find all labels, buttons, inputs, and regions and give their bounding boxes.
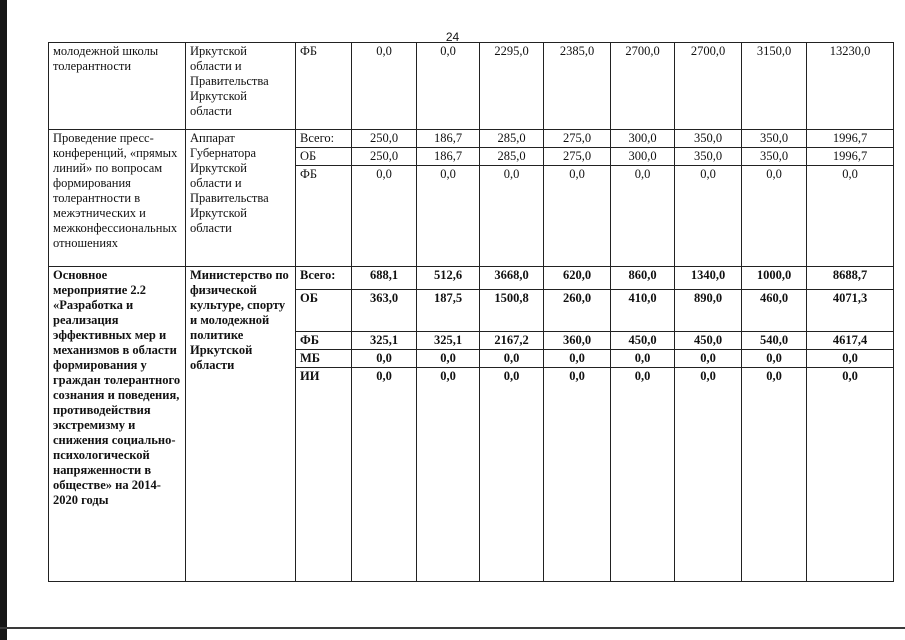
value-cell: 350,0 xyxy=(675,130,742,148)
value-cell: 860,0 xyxy=(611,267,675,290)
page-number: 24 xyxy=(445,30,460,44)
value-cell: 1340,0 xyxy=(675,267,742,290)
value-cell: 325,1 xyxy=(352,332,417,350)
value-cell: 0,0 xyxy=(544,166,611,267)
value-cell: 0,0 xyxy=(611,368,675,582)
value-cell: 2700,0 xyxy=(611,43,675,130)
value-cell: 275,0 xyxy=(544,148,611,166)
value-cell: 1000,0 xyxy=(742,267,807,290)
value-cell: 0,0 xyxy=(742,166,807,267)
value-cell: 460,0 xyxy=(742,290,807,332)
value-cell: 0,0 xyxy=(480,368,544,582)
value-cell: 0,0 xyxy=(480,350,544,368)
value-cell: 0,0 xyxy=(352,368,417,582)
value-cell: 360,0 xyxy=(544,332,611,350)
total-cell: 1996,7 xyxy=(807,130,894,148)
value-cell: 0,0 xyxy=(544,350,611,368)
value-cell: 250,0 xyxy=(352,130,417,148)
value-cell: 350,0 xyxy=(742,148,807,166)
funding-source-cell: ФБ xyxy=(296,43,352,130)
value-cell: 300,0 xyxy=(611,148,675,166)
value-cell: 187,5 xyxy=(417,290,480,332)
value-cell: 0,0 xyxy=(675,350,742,368)
value-cell: 410,0 xyxy=(611,290,675,332)
value-cell: 186,7 xyxy=(417,130,480,148)
total-cell: 0,0 xyxy=(807,350,894,368)
value-cell: 0,0 xyxy=(417,166,480,267)
activity-cell: молодежной школы толерантности xyxy=(49,43,186,130)
value-cell: 0,0 xyxy=(352,43,417,130)
scan-border-bottom xyxy=(0,627,905,629)
activity-cell: Проведение пресс-конференций, «прямых линий» по вопросам формирования толерантности в межэтнических и межконфессиональных отношениях xyxy=(49,130,186,267)
funding-source-cell: ФБ xyxy=(296,332,352,350)
value-cell: 0,0 xyxy=(480,166,544,267)
value-cell: 2700,0 xyxy=(675,43,742,130)
value-cell: 260,0 xyxy=(544,290,611,332)
budget-table xyxy=(48,42,894,582)
scan-border-left xyxy=(0,0,7,640)
table-row xyxy=(49,267,894,290)
funding-source-cell: Всего: xyxy=(296,130,352,148)
value-cell: 3668,0 xyxy=(480,267,544,290)
total-cell: 4617,4 xyxy=(807,332,894,350)
value-cell: 0,0 xyxy=(675,166,742,267)
total-cell: 4071,3 xyxy=(807,290,894,332)
value-cell: 0,0 xyxy=(417,350,480,368)
value-cell: 3150,0 xyxy=(742,43,807,130)
executor-cell: Аппарат Губернатора Иркутской области и Правительства Иркутской области xyxy=(186,130,296,267)
activity-cell: Основное мероприятие 2.2 «Разработка и реализация эффективных мер и механизмов в области формирования у граждан толерантного сознания и поведения, противодействия экстремизму и снижения социально-психологической напряженности в обществе» на 2014-2020 годы xyxy=(49,267,186,582)
funding-source-cell: ОБ xyxy=(296,290,352,332)
value-cell: 0,0 xyxy=(544,368,611,582)
value-cell: 285,0 xyxy=(480,130,544,148)
total-cell: 1996,7 xyxy=(807,148,894,166)
funding-source-cell: Всего: xyxy=(296,267,352,290)
value-cell: 0,0 xyxy=(352,166,417,267)
table-row xyxy=(49,43,894,130)
total-cell: 8688,7 xyxy=(807,267,894,290)
funding-source-cell: ФБ xyxy=(296,166,352,267)
funding-source-cell: МБ xyxy=(296,350,352,368)
value-cell: 540,0 xyxy=(742,332,807,350)
funding-source-cell: ИИ xyxy=(296,368,352,582)
value-cell: 285,0 xyxy=(480,148,544,166)
total-cell: 0,0 xyxy=(807,166,894,267)
funding-source-cell: ОБ xyxy=(296,148,352,166)
value-cell: 350,0 xyxy=(742,130,807,148)
table-row xyxy=(49,130,894,148)
value-cell: 186,7 xyxy=(417,148,480,166)
value-cell: 275,0 xyxy=(544,130,611,148)
value-cell: 325,1 xyxy=(417,332,480,350)
executor-cell: Министерство по физической культуре, спорту и молодежной политике Иркутской области xyxy=(186,267,296,582)
value-cell: 300,0 xyxy=(611,130,675,148)
value-cell: 450,0 xyxy=(611,332,675,350)
value-cell: 250,0 xyxy=(352,148,417,166)
value-cell: 688,1 xyxy=(352,267,417,290)
value-cell: 450,0 xyxy=(675,332,742,350)
value-cell: 350,0 xyxy=(675,148,742,166)
total-cell: 13230,0 xyxy=(807,43,894,130)
value-cell: 0,0 xyxy=(611,350,675,368)
value-cell: 0,0 xyxy=(417,368,480,582)
value-cell: 890,0 xyxy=(675,290,742,332)
value-cell: 0,0 xyxy=(675,368,742,582)
value-cell: 0,0 xyxy=(417,43,480,130)
executor-cell: Иркутской области и Правительства Иркутской области xyxy=(186,43,296,130)
value-cell: 0,0 xyxy=(352,350,417,368)
value-cell: 512,6 xyxy=(417,267,480,290)
value-cell: 1500,8 xyxy=(480,290,544,332)
value-cell: 2167,2 xyxy=(480,332,544,350)
value-cell: 0,0 xyxy=(611,166,675,267)
value-cell: 620,0 xyxy=(544,267,611,290)
value-cell: 0,0 xyxy=(742,350,807,368)
value-cell: 2295,0 xyxy=(480,43,544,130)
total-cell: 0,0 xyxy=(807,368,894,582)
value-cell: 363,0 xyxy=(352,290,417,332)
value-cell: 0,0 xyxy=(742,368,807,582)
value-cell: 2385,0 xyxy=(544,43,611,130)
